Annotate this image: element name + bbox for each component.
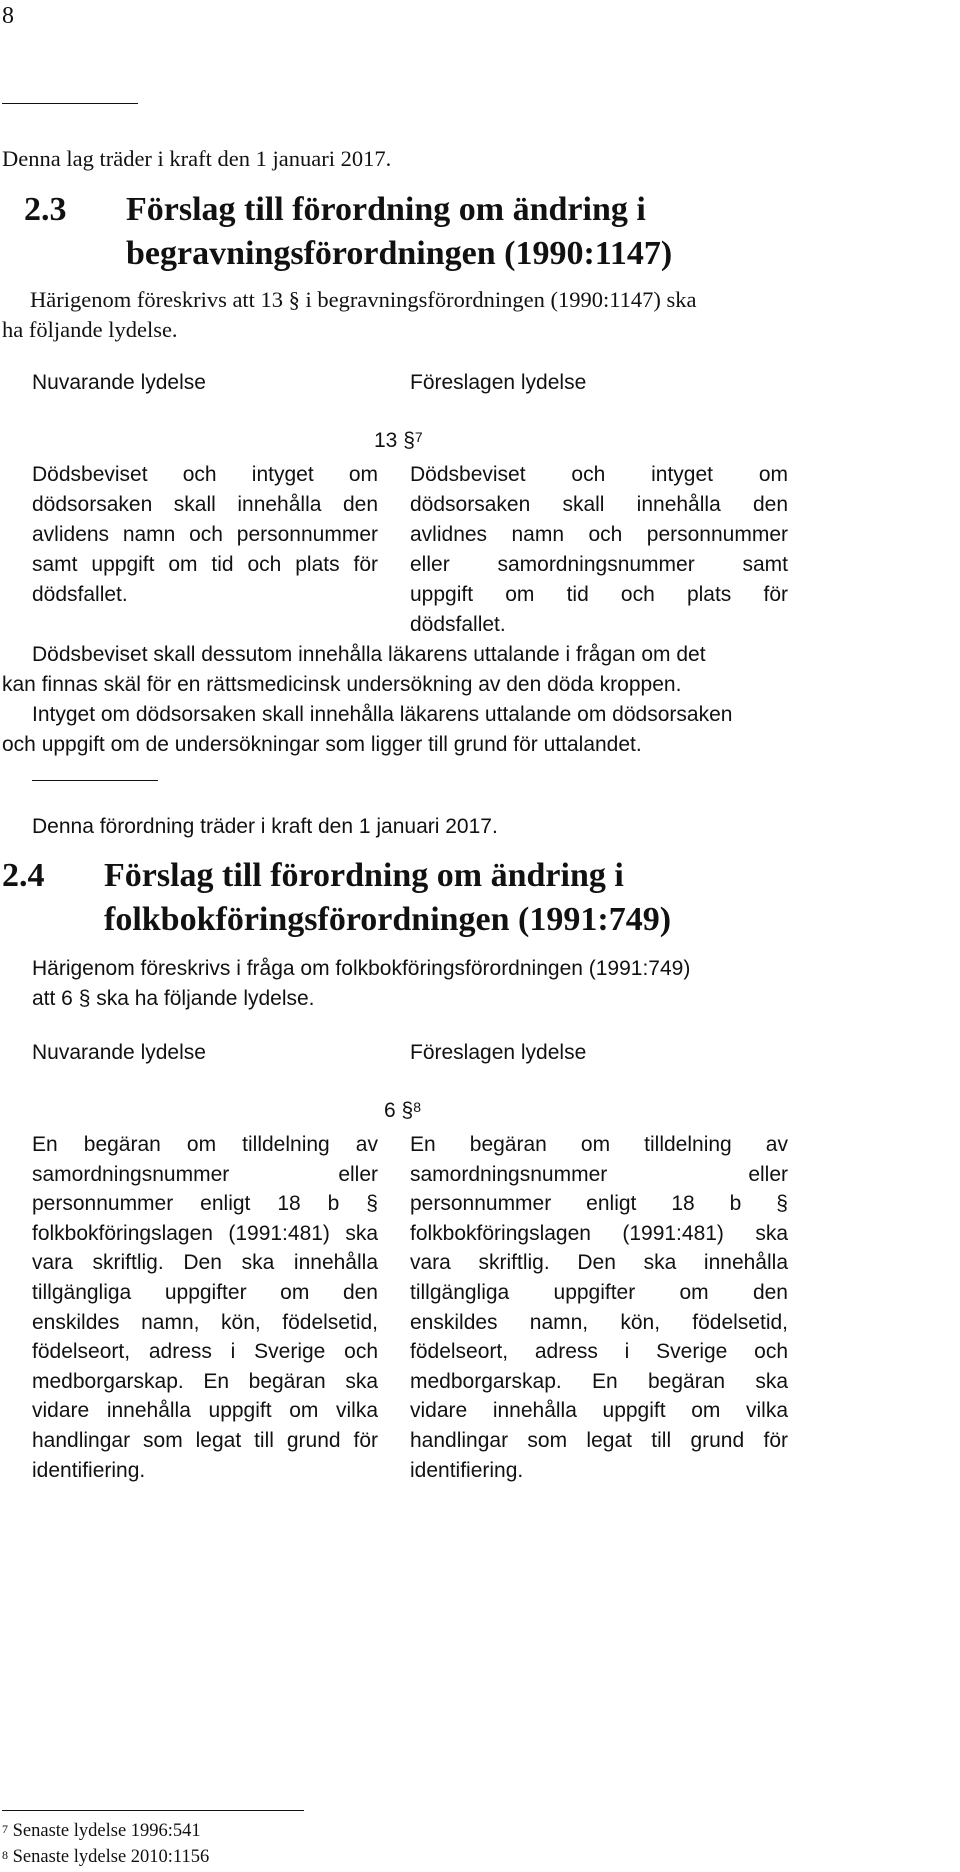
footnote-text: Senaste lydelse 2010:1156 <box>12 1847 210 1867</box>
text-line: folkbokföringslagen (1991:481) ska <box>410 1221 788 1245</box>
intro-line-1: Härigenom föreskrivs att 13 § i begravningsförordningen (1990:1147) ska <box>30 287 697 312</box>
text-line: En begäran om tilldelning av <box>410 1133 788 1156</box>
intro-line-2: att 6 § ska ha följande lydelse. <box>32 987 315 1010</box>
text-line: dödsorsaken skall innehålla den <box>410 493 788 516</box>
text-line: dödsfallet. <box>410 613 506 636</box>
section-number: 2.3 <box>24 191 67 228</box>
section-number: 2.4 <box>2 857 45 894</box>
section-title-line-1: Förslag till förordning om ändring i <box>104 857 624 894</box>
paragraph-number: 13 § <box>374 429 415 452</box>
footnote-ref: 7 <box>414 429 423 445</box>
proposed-wording-text <box>410 460 788 640</box>
text-line: samordningsnummer eller <box>32 1162 378 1186</box>
footnote-number: 8 <box>2 1848 8 1862</box>
section-title-line-2: begravningsförordningen (1990:1147) <box>126 235 673 272</box>
body-paragraph-1-line-2: kan finnas skäl för en rättsmedicinsk undersökning av den döda kroppen. <box>2 673 682 696</box>
effective-date-note: Denna lag träder i kraft den 1 januari 2017. <box>2 146 392 171</box>
footnote-rule <box>2 1810 304 1811</box>
label-proposed-wording: Föreslagen lydelse <box>410 1041 587 1064</box>
intro-line-1: Härigenom föreskrivs i fråga om folkbokföringsförordningen (1991:749) <box>32 957 691 980</box>
text-line: medborgarskap. En begäran ska <box>32 1369 378 1393</box>
footnote <box>2 1844 209 1870</box>
footnote <box>2 1818 201 1844</box>
body-paragraph-1-line-1: Dödsbeviset skall dessutom innehålla läkarens uttalande i frågan om det <box>32 643 706 666</box>
text-line: identifiering. <box>32 1458 146 1482</box>
separator-rule <box>32 780 158 781</box>
text-line: vara skriftlig. Den ska innehålla <box>410 1251 788 1275</box>
separator-rule <box>2 103 138 104</box>
text-line: avlidnes namn och personnummer <box>410 523 788 546</box>
text-line: handlingar som legat till grund för <box>32 1428 378 1452</box>
current-wording-text <box>32 460 378 610</box>
current-wording-text <box>32 1130 378 1485</box>
label-current-wording: Nuvarande lydelse <box>32 371 206 394</box>
text-line: En begäran om tilldelning av <box>32 1133 378 1156</box>
proposed-wording-text <box>410 1130 788 1485</box>
text-line: eller samordningsnummer samt <box>410 553 788 576</box>
paragraph-marker <box>384 1096 421 1126</box>
section-title-line-2: folkbokföringsförordningen (1991:749) <box>104 901 672 938</box>
text-line: vara skriftlig. Den ska innehålla <box>32 1251 378 1275</box>
text-line: avlidens namn och personnummer <box>32 523 378 546</box>
label-current-wording: Nuvarande lydelse <box>32 1041 206 1064</box>
effective-date-note: Denna förordning träder i kraft den 1 januari 2017. <box>32 815 498 838</box>
text-line: vidare innehålla uppgift om vilka <box>32 1399 378 1423</box>
text-line: medborgarskap. En begäran ska <box>410 1369 788 1393</box>
intro-line-2: ha följande lydelse. <box>2 317 178 342</box>
text-line: folkbokföringslagen (1991:481) ska <box>32 1221 378 1245</box>
text-line: födelseort, adress i Sverige och <box>32 1340 378 1364</box>
text-line: enskildes namn, kön, födelsetid, <box>410 1310 788 1334</box>
text-line: personnummer enligt 18 b § <box>32 1192 378 1216</box>
footnote-number: 7 <box>2 1822 8 1836</box>
page-number: 8 <box>2 3 14 29</box>
section-2-3-heading <box>24 188 924 278</box>
text-line: Dödsbeviset och intyget om <box>32 463 378 486</box>
footnote-text: Senaste lydelse 1996:541 <box>12 1821 201 1841</box>
text-line: handlingar som legat till grund för <box>410 1428 788 1452</box>
text-line: identifiering. <box>410 1458 524 1482</box>
text-line: tillgängliga uppgifter om den <box>410 1280 788 1304</box>
footnote-ref: 8 <box>413 1099 421 1115</box>
text-line: dödsorsaken skall innehålla den <box>32 493 378 516</box>
body-paragraph-2-line-2: och uppgift om de undersökningar som ligger till grund för uttalandet. <box>2 733 642 756</box>
text-line: enskildes namn, kön, födelsetid, <box>32 1310 378 1334</box>
section-title-line-1: Förslag till förordning om ändring i <box>126 191 646 228</box>
text-line: dödsfallet. <box>32 583 128 606</box>
text-line: samt uppgift om tid och plats för <box>32 553 378 576</box>
body-paragraph-2-line-1: Intyget om dödsorsaken skall innehålla läkarens uttalande om dödsorsaken <box>32 703 733 726</box>
section-2-4-heading <box>2 854 922 944</box>
text-line: samordningsnummer eller <box>410 1162 788 1186</box>
text-line: tillgängliga uppgifter om den <box>32 1280 378 1304</box>
text-line: uppgift om tid och plats för <box>410 583 788 606</box>
text-line: personnummer enligt 18 b § <box>410 1192 788 1216</box>
text-line: vidare innehålla uppgift om vilka <box>410 1399 788 1423</box>
paragraph-number: 6 § <box>384 1099 414 1122</box>
text-line: Dödsbeviset och intyget om <box>410 463 788 486</box>
label-proposed-wording: Föreslagen lydelse <box>410 371 587 394</box>
paragraph-marker <box>374 426 423 456</box>
text-line: födelseort, adress i Sverige och <box>410 1340 788 1364</box>
